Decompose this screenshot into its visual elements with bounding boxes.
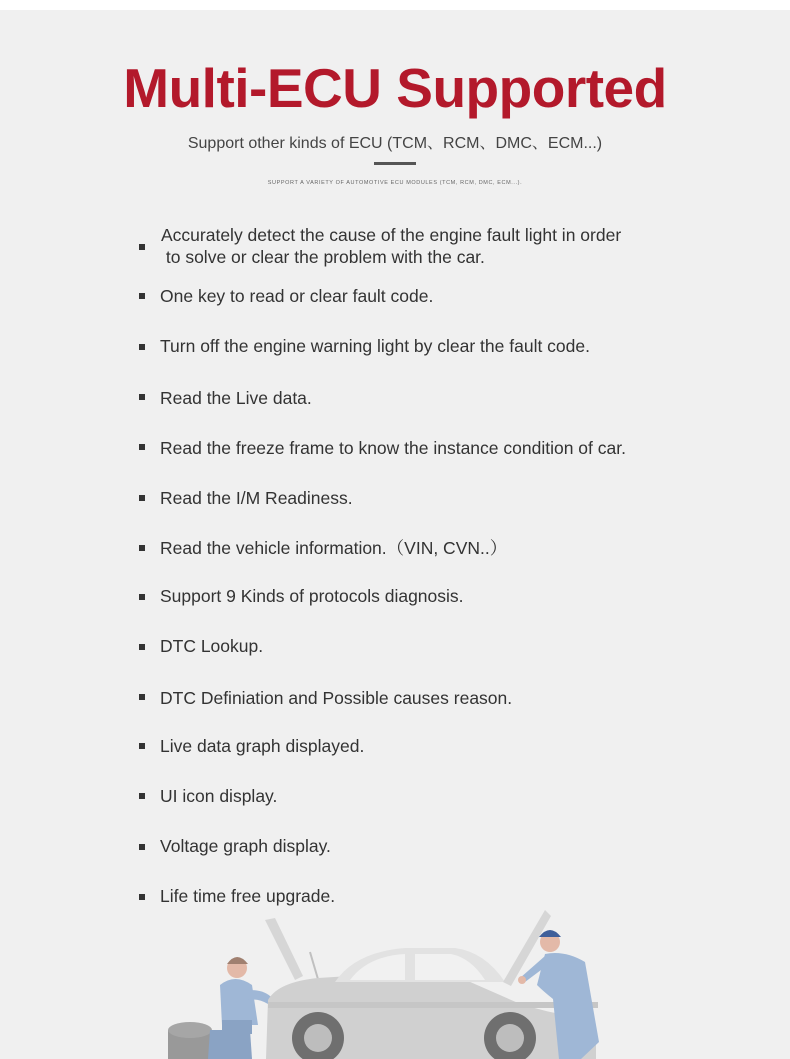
bullet-icon bbox=[139, 444, 145, 450]
bullet-icon bbox=[139, 594, 145, 600]
feature-text: Read the freeze frame to know the instance condition of car. bbox=[160, 438, 626, 458]
feature-text: Accurately detect the cause of the engine fault light in order to solve or clear the problem with the car. bbox=[161, 225, 622, 267]
bullet-icon bbox=[139, 644, 145, 650]
page-subtitle: Support other kinds of ECU (TCM、RCM、DMC、ECM...) bbox=[187, 135, 603, 152]
bullet-icon bbox=[139, 293, 145, 299]
feature-text: Read the Live data. bbox=[160, 388, 312, 408]
feature-text: Live data graph displayed. bbox=[160, 736, 365, 756]
feature-text: Support 9 Kinds of protocols diagnosis. bbox=[160, 586, 464, 606]
tire-stack-icon bbox=[168, 1022, 212, 1059]
caption: SUPPORT A VARIETY OF AUTOMOTIVE ECU MODULES (TCM, RCM, DMC, ECM...). bbox=[267, 180, 523, 186]
car-hood-icon bbox=[265, 918, 303, 980]
feature-text: DTC Definiation and Possible causes reason. bbox=[160, 688, 513, 708]
bullet-icon bbox=[139, 894, 145, 900]
feature-text: Read the I/M Readiness. bbox=[160, 488, 353, 508]
page-title: Multi-ECU Supported bbox=[123, 57, 667, 119]
bullet-icon bbox=[139, 793, 145, 799]
bullet-icon bbox=[139, 394, 145, 400]
top-band bbox=[0, 0, 790, 10]
feature-text: One key to read or clear fault code. bbox=[160, 286, 434, 306]
bullet-icon bbox=[139, 545, 145, 551]
feature-text: UI icon display. bbox=[160, 786, 278, 806]
bullet-icon bbox=[139, 844, 145, 850]
feature-text: Life time free upgrade. bbox=[160, 886, 336, 906]
divider bbox=[374, 162, 416, 165]
feature-text: Read the vehicle information.（VIN, CVN..） bbox=[160, 538, 508, 558]
bullet-icon bbox=[139, 344, 145, 350]
feature-text: DTC Lookup. bbox=[160, 636, 264, 656]
feature-text: Turn off the engine warning light by clear the fault code. bbox=[160, 336, 590, 356]
bullet-icon bbox=[139, 694, 145, 700]
feature-text: Voltage graph display. bbox=[160, 836, 331, 856]
car-repair-illustration bbox=[150, 890, 650, 1059]
bullet-icon bbox=[139, 495, 145, 501]
bullet-icon bbox=[139, 743, 145, 749]
bullet-icon bbox=[139, 244, 145, 250]
